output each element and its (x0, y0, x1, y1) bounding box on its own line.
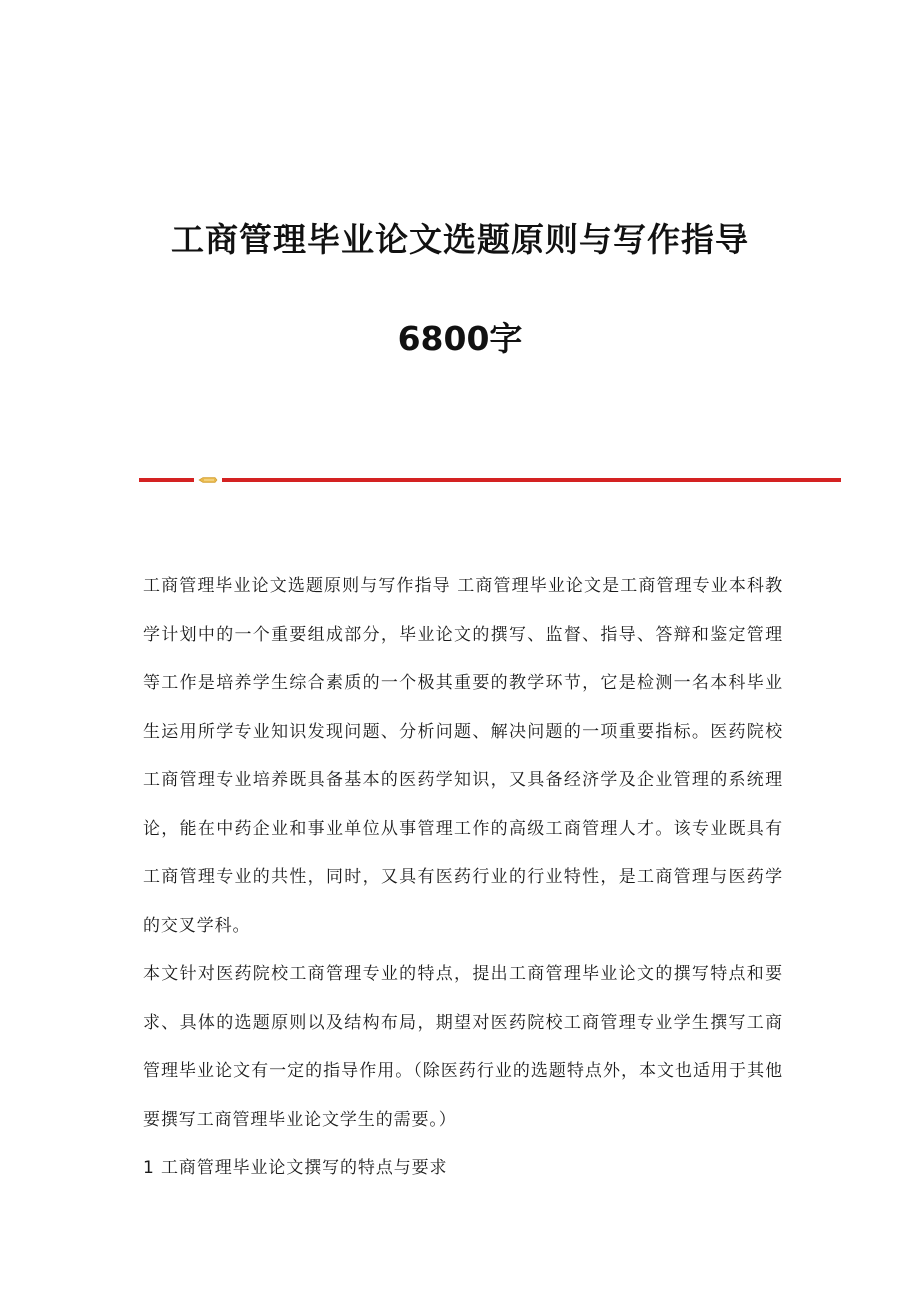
section-heading: 1 工商管理毕业论文撰写的特点与要求 (143, 1158, 448, 1178)
divider-bar-right (222, 478, 841, 482)
divider-bar-left (139, 478, 194, 482)
title-divider (139, 476, 841, 484)
pencil-ornament-icon (198, 476, 218, 484)
body-paragraph-1: 工商管理毕业论文选题原则与写作指导 工商管理毕业论文是工商管理专业本科教学计划中的一个重要组成部分，毕业论文的撰写、监督、指导、答辩和鉴定管理等工作是培养学生综合素质的一个极其重要的教学环节，它是检测一名本科毕业生运用所学专业知识发现问题、分析问题、解决问题的一项重要指标。医药院校工商管理专业培养既具备基本的医药学知识，又具备经济学及企业管理的系统理论，能在中药企业和事业单位从事管理工作的高级工商管理人才。该专业既具有工商管理专业的共性，同时，又具有医药行业的行业特性，是工商管理与医药学的交叉学科。 (143, 576, 783, 936)
body-paragraph-2: 本文针对医药院校工商管理专业的特点，提出工商管理毕业论文的撰写特点和要求、具体的选题原则以及结构布局，期望对医药院校工商管理专业学生撰写工商管理毕业论文有一定的指导作用。（除医药行业的选题特点外，本文也适用于其他要撰写工商管理毕业论文学生的需要。） (143, 964, 783, 1130)
document-title-word-count: 6800字 (397, 319, 523, 358)
document-title: 工商管理毕业论文选题原则与写作指导 (171, 220, 749, 259)
document-body (143, 562, 783, 1193)
